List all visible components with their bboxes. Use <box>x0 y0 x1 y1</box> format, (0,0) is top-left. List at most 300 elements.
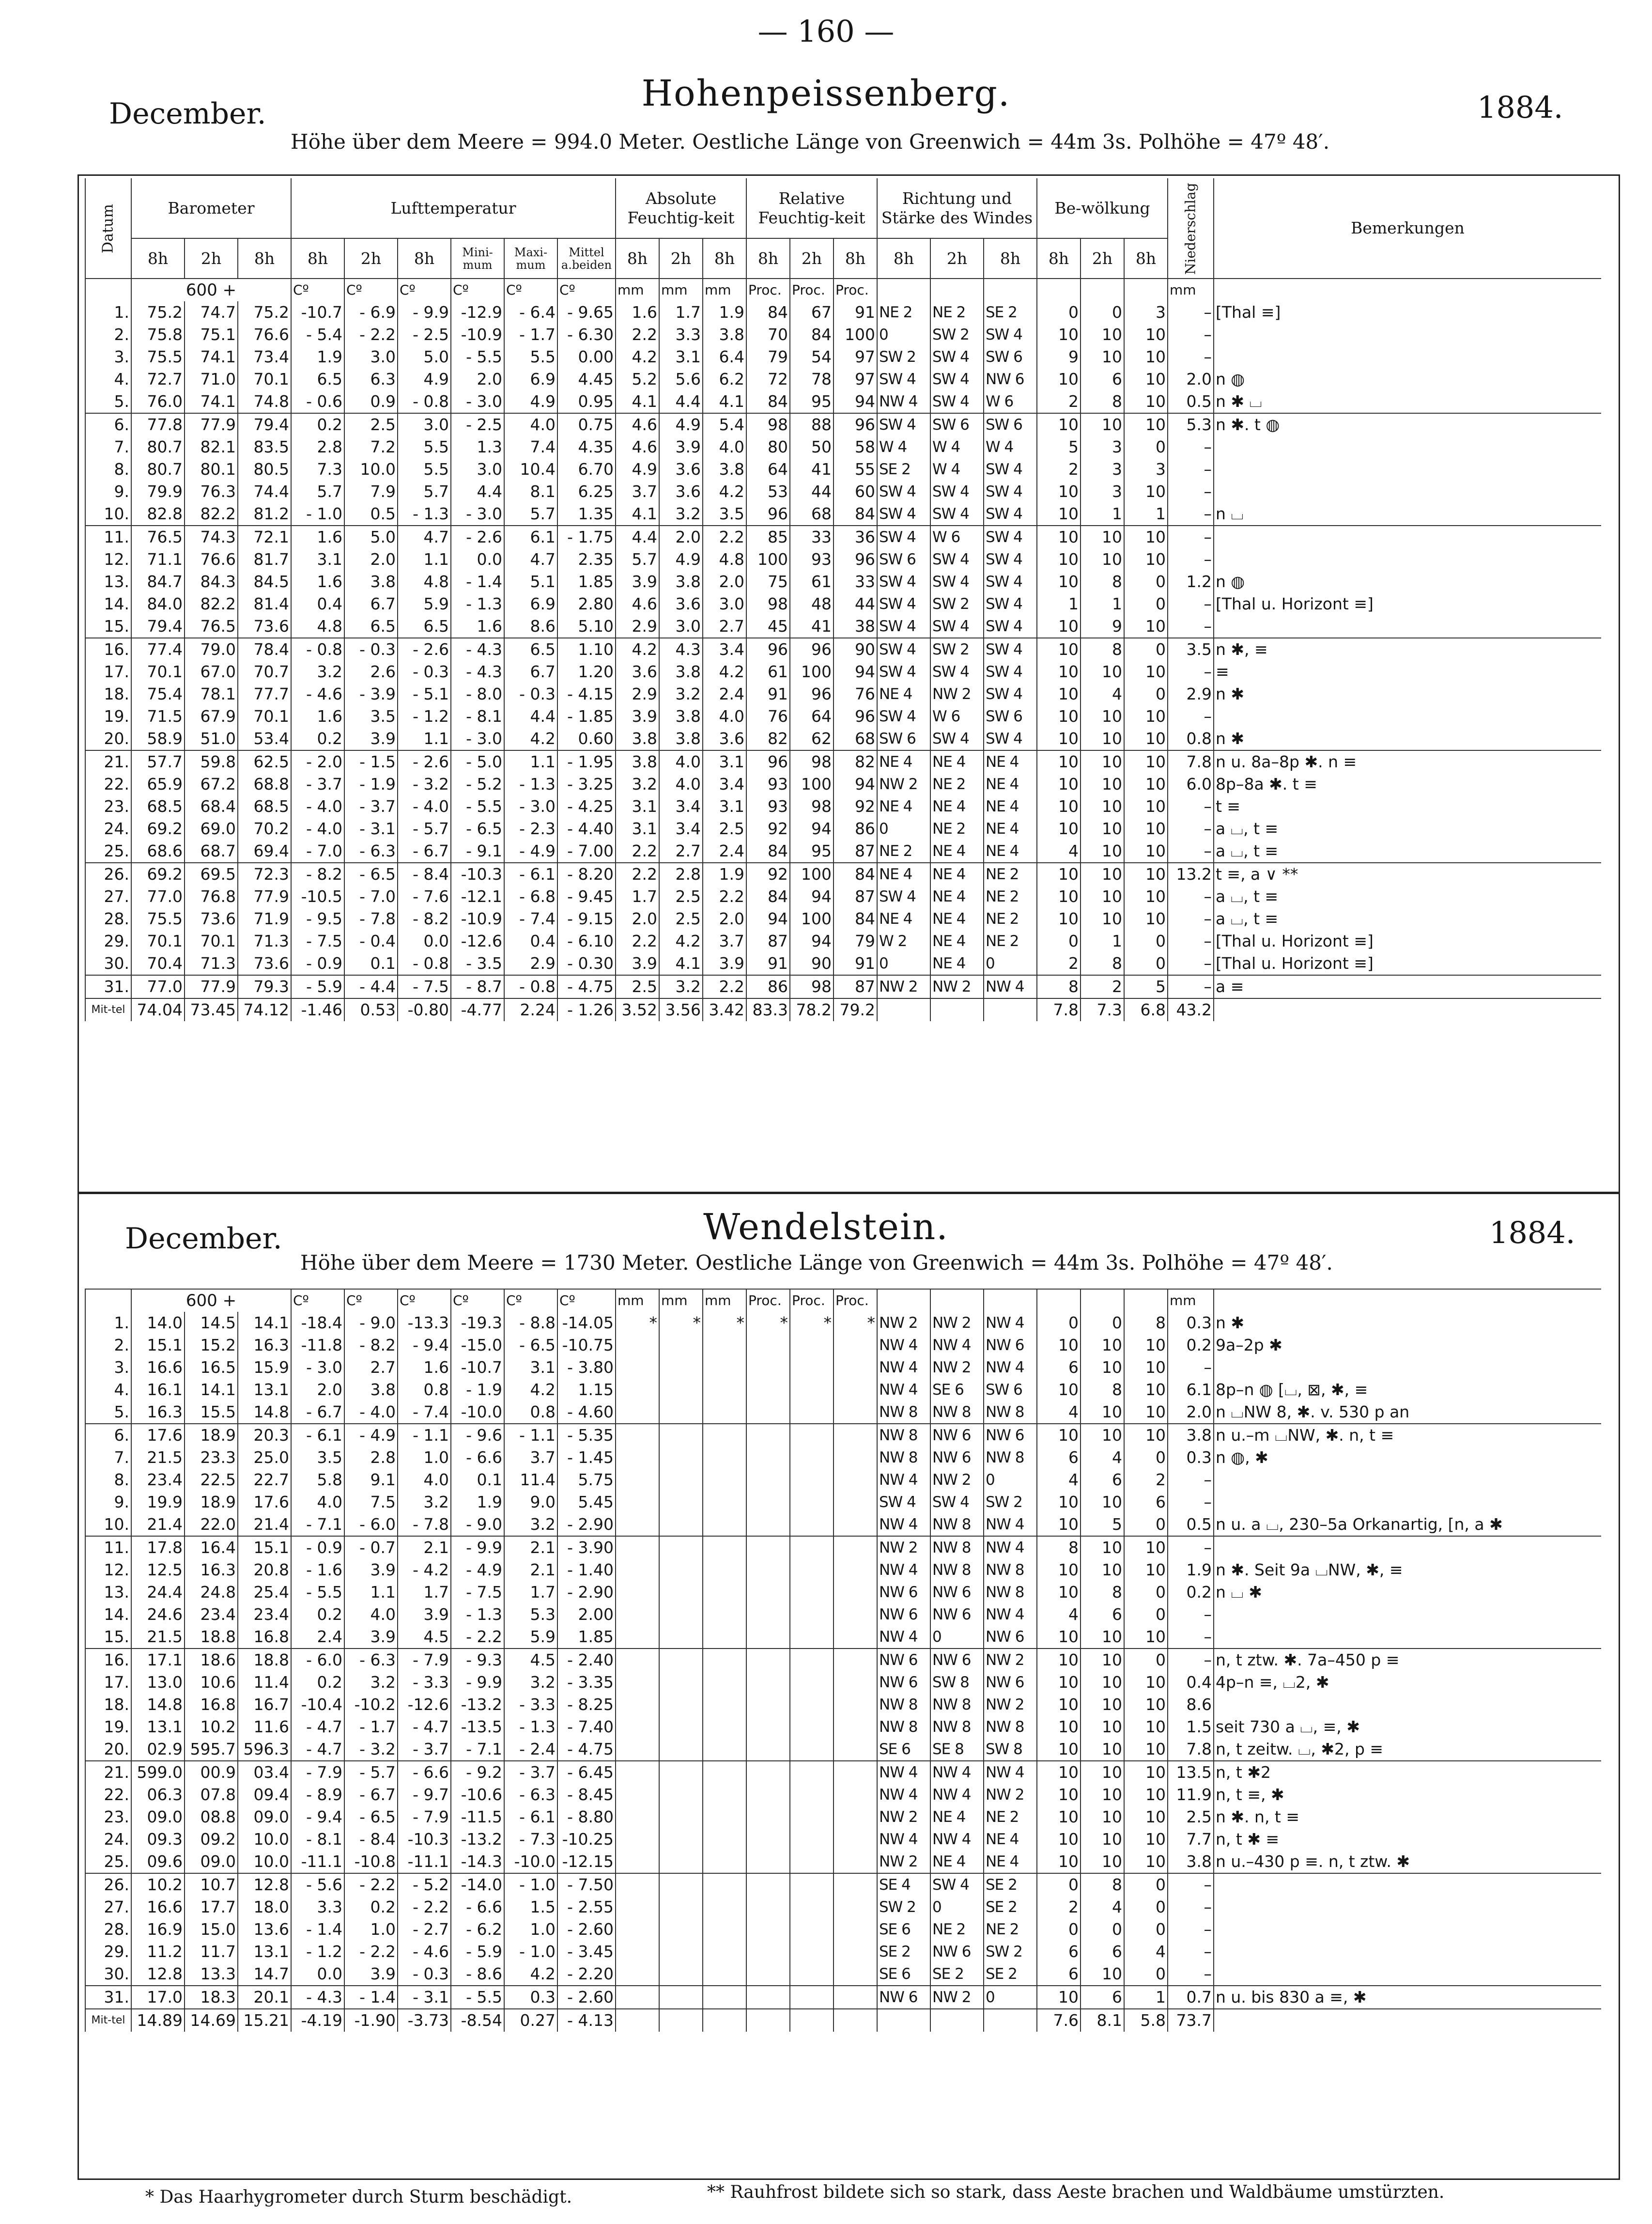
data-cell: 0 <box>1124 952 1168 975</box>
data-cell: 90 <box>834 638 877 661</box>
table-row <box>85 368 1601 390</box>
data-cell: 0.95 <box>557 390 616 413</box>
data-cell: 10 <box>1124 1536 1168 1559</box>
data-cell: -10.3 <box>451 863 504 886</box>
day-label: 27. <box>85 1896 131 1918</box>
data-cell: NE 2 <box>930 1918 984 1941</box>
data-cell: SE 2 <box>984 301 1037 324</box>
data-cell: - 1.7 <box>344 1716 398 1738</box>
data-cell: 4.35 <box>557 436 616 458</box>
data-cell: - 4.7 <box>291 1716 344 1738</box>
data-cell <box>616 1784 659 1806</box>
data-cell: SE 6 <box>877 1963 930 1986</box>
data-cell: 10 <box>1081 750 1124 773</box>
data-cell: SW 4 <box>984 481 1037 503</box>
day-label: 17. <box>85 661 131 683</box>
mean-row <box>85 2009 1601 2032</box>
data-cell: 69.5 <box>185 863 238 886</box>
data-cell: 48 <box>790 593 834 615</box>
data-cell: 24.6 <box>131 1603 185 1626</box>
day-label: 5. <box>85 390 131 413</box>
data-cell: 10 <box>1124 840 1168 863</box>
data-cell: -18.4 <box>291 1312 344 1334</box>
data-cell: 67.0 <box>185 661 238 683</box>
data-cell: 2.9 <box>1168 683 1214 705</box>
data-cell: NE 2 <box>984 908 1037 930</box>
units-blank <box>1081 279 1124 301</box>
data-cell: 10 <box>1081 1424 1124 1446</box>
mean-cell: 79.2 <box>834 998 877 1021</box>
data-cell <box>616 1806 659 1828</box>
data-cell: - 6.7 <box>344 1784 398 1806</box>
data-cell: 72.7 <box>131 368 185 390</box>
data-cell: 98 <box>790 975 834 998</box>
data-cell: 596.3 <box>238 1738 291 1761</box>
data-cell: - 7.8 <box>344 908 398 930</box>
data-cell: 97 <box>834 346 877 368</box>
data-cell: 84 <box>746 886 790 908</box>
mean-cell <box>790 2009 834 2032</box>
table-row <box>85 1784 1601 1806</box>
data-cell: 10 <box>1037 1424 1081 1446</box>
data-cell: - 0.9 <box>291 952 344 975</box>
data-cell: SW 4 <box>930 481 984 503</box>
data-cell: -11.8 <box>291 1334 344 1356</box>
data-cell: 2.5 <box>659 908 703 930</box>
data-cell: 1.1 <box>344 1581 398 1603</box>
data-cell: – <box>1168 481 1214 503</box>
data-cell: 4.5 <box>398 1626 451 1649</box>
data-cell: 84 <box>746 301 790 324</box>
data-cell: 5.5 <box>398 458 451 481</box>
day-label: 31. <box>85 1986 131 2009</box>
data-cell: 2 <box>1081 975 1124 998</box>
data-cell: 76.5 <box>185 615 238 638</box>
section-divider <box>77 1192 1620 1194</box>
data-cell: 10 <box>1124 548 1168 571</box>
data-cell <box>703 1918 746 1941</box>
data-cell: 0 <box>1081 1918 1124 1941</box>
data-cell: - 5.1 <box>398 683 451 705</box>
data-cell: 74.8 <box>238 390 291 413</box>
data-cell: 0 <box>1124 930 1168 952</box>
data-cell <box>834 1738 877 1761</box>
data-cell: - 2.2 <box>344 1873 398 1896</box>
data-cell: 18.8 <box>185 1626 238 1649</box>
data-cell: 0 <box>984 952 1037 975</box>
data-cell <box>834 1581 877 1603</box>
data-cell: 10 <box>1081 1536 1124 1559</box>
data-cell <box>659 1424 703 1446</box>
data-cell: - 3.0 <box>504 795 557 818</box>
data-cell: -10.4 <box>291 1694 344 1716</box>
data-cell: 1.7 <box>504 1581 557 1603</box>
data-cell: 4.0 <box>291 1491 344 1513</box>
data-cell: 10 <box>1037 368 1081 390</box>
unit-label: mm <box>659 1289 703 1312</box>
data-cell <box>834 1828 877 1851</box>
data-cell: 0.2 <box>1168 1581 1214 1603</box>
data-cell: 87 <box>834 975 877 998</box>
data-cell: NE 2 <box>984 863 1037 886</box>
data-cell: 10 <box>1081 1963 1124 1986</box>
data-cell: 73.6 <box>185 908 238 930</box>
data-cell: 1 <box>1124 503 1168 526</box>
unit-label: mm <box>616 1289 659 1312</box>
data-cell: 5 <box>1037 436 1081 458</box>
data-cell: SW 2 <box>877 1896 930 1918</box>
data-cell: 81.2 <box>238 503 291 526</box>
data-cell: - 7.9 <box>398 1806 451 1828</box>
day-label: 25. <box>85 840 131 863</box>
data-cell: 64 <box>746 458 790 481</box>
data-cell: - 3.1 <box>398 1986 451 2009</box>
data-cell: 5.1 <box>504 571 557 593</box>
day-label: 29. <box>85 1941 131 1963</box>
units-blank <box>1037 279 1081 301</box>
data-cell: 08.8 <box>185 1806 238 1828</box>
unit-label: Proc. <box>790 279 834 301</box>
data-cell: 83.5 <box>238 436 291 458</box>
data-cell: 10 <box>1037 1986 1081 2009</box>
data-cell: 94 <box>834 661 877 683</box>
data-cell: SW 2 <box>877 346 930 368</box>
data-cell: NW 6 <box>930 1424 984 1446</box>
data-cell: 10 <box>1124 728 1168 750</box>
data-cell: 61 <box>790 571 834 593</box>
data-cell: 96 <box>834 705 877 728</box>
table-row <box>85 1334 1601 1356</box>
data-cell: - 5.7 <box>344 1761 398 1784</box>
data-cell: NW 4 <box>877 1784 930 1806</box>
data-cell: 18.0 <box>238 1896 291 1918</box>
remark-cell: n u. a ⌴, 230–5a Orkanartig, [n, a ✱ <box>1214 1513 1601 1536</box>
data-cell <box>703 1379 746 1401</box>
data-cell <box>746 1536 790 1559</box>
table-row <box>85 1603 1601 1626</box>
data-cell: -13.5 <box>451 1716 504 1738</box>
data-cell: 13.1 <box>238 1379 291 1401</box>
data-cell: 10 <box>1081 1559 1124 1581</box>
data-cell: 09.0 <box>238 1806 291 1828</box>
remark-cell: n u. bis 830 a ≡, ✱ <box>1214 1986 1601 2009</box>
data-cell: 10 <box>1124 1334 1168 1356</box>
data-cell: - 5.5 <box>451 795 504 818</box>
data-cell: NW 4 <box>930 1334 984 1356</box>
table-row <box>85 863 1601 886</box>
data-cell: -10.0 <box>504 1851 557 1873</box>
data-cell: - 5.9 <box>451 1941 504 1963</box>
data-cell: – <box>1168 886 1214 908</box>
data-cell: 2.2 <box>703 526 746 548</box>
remark-cell <box>1214 1356 1601 1379</box>
data-cell: - 2.2 <box>344 324 398 346</box>
data-cell: 76 <box>834 683 877 705</box>
data-cell: - 6.6 <box>398 1761 451 1784</box>
data-cell <box>834 1356 877 1379</box>
mean-cell: 7.6 <box>1037 2009 1081 2032</box>
data-cell: - 4.7 <box>398 1716 451 1738</box>
data-cell: 2.0 <box>703 908 746 930</box>
data-cell: NW 8 <box>984 1559 1037 1581</box>
data-cell: 0 <box>1037 930 1081 952</box>
data-cell: 8 <box>1037 975 1081 998</box>
data-cell <box>659 1918 703 1941</box>
unit-label: Cº <box>451 279 504 301</box>
mean-cell: -1.90 <box>344 2009 398 2032</box>
data-cell: 3.0 <box>451 458 504 481</box>
data-cell: 74.1 <box>185 390 238 413</box>
data-cell: SW 2 <box>930 324 984 346</box>
mean-cell: 15.21 <box>238 2009 291 2032</box>
data-cell: 2.2 <box>616 930 659 952</box>
data-cell <box>790 1513 834 1536</box>
table-row <box>85 1963 1601 1986</box>
data-cell: 79.4 <box>131 615 185 638</box>
data-cell: SW 4 <box>930 390 984 413</box>
table-row <box>85 571 1601 593</box>
data-cell: 13.0 <box>131 1671 185 1694</box>
data-cell: 8 <box>1081 1581 1124 1603</box>
remark-cell <box>1214 1536 1601 1559</box>
data-cell: - 1.9 <box>451 1379 504 1401</box>
data-cell: 3.8 <box>344 1379 398 1401</box>
table-row <box>85 638 1601 661</box>
data-cell: - 7.0 <box>291 840 344 863</box>
data-cell: 88 <box>790 413 834 436</box>
data-cell: 5.2 <box>616 368 659 390</box>
units-row <box>85 1289 1601 1312</box>
data-cell <box>659 1896 703 1918</box>
data-cell <box>703 1941 746 1963</box>
data-cell: 6.5 <box>398 615 451 638</box>
data-cell: -10.6 <box>451 1784 504 1806</box>
data-cell: - 4.3 <box>451 661 504 683</box>
units-blank <box>85 1289 131 1312</box>
data-cell: 97 <box>834 368 877 390</box>
data-cell: NW 4 <box>930 1761 984 1784</box>
data-cell <box>659 1851 703 1873</box>
data-cell: - 7.8 <box>398 1513 451 1536</box>
data-cell: 38 <box>834 615 877 638</box>
data-cell: - 1.3 <box>398 503 451 526</box>
data-cell: SW 6 <box>984 705 1037 728</box>
data-cell: 0.2 <box>291 728 344 750</box>
data-cell: 10 <box>1124 1784 1168 1806</box>
data-cell: 3.2 <box>659 683 703 705</box>
remark-cell: a ⌴, t ≡ <box>1214 840 1601 863</box>
data-cell: 70.1 <box>131 661 185 683</box>
data-cell: SW 4 <box>930 571 984 593</box>
data-cell: NW 8 <box>930 1716 984 1738</box>
data-cell: 14.7 <box>238 1963 291 1986</box>
data-cell: 5.5 <box>398 436 451 458</box>
data-cell: - 3.0 <box>451 503 504 526</box>
mean-cell: 0.53 <box>344 998 398 1021</box>
data-cell: 3.9 <box>703 952 746 975</box>
data-cell: 96 <box>834 413 877 436</box>
data-cell: 3.0 <box>703 593 746 615</box>
unit-label: Cº <box>291 1289 344 1312</box>
data-cell <box>659 1536 703 1559</box>
remark-cell <box>1214 324 1601 346</box>
data-cell <box>790 1581 834 1603</box>
data-cell: – <box>1168 661 1214 683</box>
mean-cell: 7.3 <box>1081 998 1124 1021</box>
data-cell: NW 6 <box>930 1649 984 1671</box>
data-cell: 0 <box>1124 1918 1168 1941</box>
data-cell: 0.9 <box>344 390 398 413</box>
remark-cell: 4p–n ≡, ⌴2, ✱ <box>1214 1671 1601 1694</box>
data-cell: SW 4 <box>984 324 1037 346</box>
data-cell <box>659 1986 703 2009</box>
data-cell: 0.60 <box>557 728 616 750</box>
data-cell: – <box>1168 1491 1214 1513</box>
col-subheader: Mini-mum <box>451 238 504 279</box>
data-cell: - 0.8 <box>504 975 557 998</box>
data-cell <box>790 1603 834 1626</box>
data-cell <box>659 1694 703 1716</box>
data-cell: NW 4 <box>877 1513 930 1536</box>
data-cell: 60 <box>834 481 877 503</box>
data-cell: 58 <box>834 436 877 458</box>
data-cell: 5.7 <box>616 548 659 571</box>
data-cell: - 9.0 <box>344 1312 398 1334</box>
table-row <box>85 750 1601 773</box>
data-cell: 1 <box>1081 593 1124 615</box>
data-cell: SW 6 <box>930 413 984 436</box>
day-label: 28. <box>85 1918 131 1941</box>
data-cell: - 6.1 <box>291 1424 344 1446</box>
data-cell <box>834 1986 877 2009</box>
data-cell <box>790 1716 834 1738</box>
data-cell: 13.1 <box>131 1716 185 1738</box>
data-cell <box>659 1379 703 1401</box>
table-row <box>85 975 1601 998</box>
data-cell: 10 <box>1081 1851 1124 1873</box>
remark-cell <box>1214 458 1601 481</box>
day-label: 4. <box>85 368 131 390</box>
table-row <box>85 1536 1601 1559</box>
data-cell <box>616 1851 659 1873</box>
data-cell: -13.3 <box>398 1312 451 1334</box>
data-cell: - 3.9 <box>344 683 398 705</box>
data-cell: 2.5 <box>703 818 746 840</box>
data-cell: 10 <box>1081 1401 1124 1424</box>
data-cell: 76.8 <box>185 886 238 908</box>
table-row <box>85 886 1601 908</box>
data-cell: 1 <box>1081 930 1124 952</box>
data-cell: NW 2 <box>877 1536 930 1559</box>
data-cell: – <box>1168 1896 1214 1918</box>
data-cell <box>834 1649 877 1671</box>
data-cell: 81.4 <box>238 593 291 615</box>
data-cell: - 6.30 <box>557 324 616 346</box>
table-wendelstein <box>85 1289 1601 2032</box>
data-cell: 12.8 <box>131 1963 185 1986</box>
data-cell: – <box>1168 840 1214 863</box>
data-cell: 1.10 <box>557 638 616 661</box>
data-cell <box>790 1424 834 1446</box>
data-cell <box>834 1446 877 1469</box>
remark-cell: t ≡, a ∨ ** <box>1214 863 1601 886</box>
data-cell: NW 2 <box>930 1312 984 1334</box>
data-cell: 5.9 <box>504 1626 557 1649</box>
data-cell: NW 8 <box>930 1559 984 1581</box>
data-cell: 3.0 <box>344 346 398 368</box>
data-cell: SW 4 <box>984 593 1037 615</box>
data-cell: - 0.3 <box>398 661 451 683</box>
col-subheader: 8h <box>131 238 185 279</box>
day-label: 12. <box>85 1559 131 1581</box>
units-blank <box>1124 279 1168 301</box>
data-cell: - 2.2 <box>398 1896 451 1918</box>
data-cell: 3.9 <box>616 705 659 728</box>
remark-cell <box>1214 481 1601 503</box>
data-cell: 71.3 <box>185 952 238 975</box>
data-cell <box>616 1356 659 1379</box>
remark-cell: n ◍, ✱ <box>1214 1446 1601 1469</box>
data-cell: W 6 <box>930 526 984 548</box>
data-cell: NE 4 <box>877 795 930 818</box>
data-cell: - 5.7 <box>398 818 451 840</box>
data-cell: -11.5 <box>451 1806 504 1828</box>
data-cell: NW 6 <box>877 1581 930 1603</box>
data-cell: 1.85 <box>557 1626 616 1649</box>
data-cell: - 1.45 <box>557 1446 616 1469</box>
data-cell: 0.0 <box>291 1963 344 1986</box>
data-cell: 69.4 <box>238 840 291 863</box>
data-cell: 10 <box>1037 1581 1081 1603</box>
data-cell: 86 <box>834 818 877 840</box>
data-cell: 2.7 <box>659 840 703 863</box>
data-cell <box>703 1963 746 1986</box>
data-cell: 93 <box>746 773 790 795</box>
data-cell: 3.3 <box>659 324 703 346</box>
table-row <box>85 1581 1601 1603</box>
data-cell: 10.7 <box>185 1873 238 1896</box>
data-cell: 67.9 <box>185 705 238 728</box>
data-cell: 16.3 <box>238 1334 291 1356</box>
data-cell: 100 <box>790 908 834 930</box>
data-cell: 82.2 <box>185 503 238 526</box>
data-cell: - 6.0 <box>291 1649 344 1671</box>
data-cell: 75.5 <box>131 908 185 930</box>
data-cell: 20.3 <box>238 1424 291 1446</box>
data-cell: 0 <box>1124 1446 1168 1469</box>
table-row <box>85 1986 1601 2009</box>
data-cell: NE 4 <box>930 930 984 952</box>
units-blank <box>1214 1289 1601 1312</box>
remark-cell: n, t ✱2 <box>1214 1761 1601 1784</box>
table-row <box>85 1469 1601 1491</box>
data-cell: 0.8 <box>504 1401 557 1424</box>
data-cell: 1 <box>1037 593 1081 615</box>
data-cell <box>746 1513 790 1536</box>
data-cell: - 7.1 <box>291 1513 344 1536</box>
data-cell: 23.4 <box>131 1469 185 1491</box>
data-cell: 98 <box>746 593 790 615</box>
data-cell: 2.5 <box>616 975 659 998</box>
data-cell: 10.2 <box>131 1873 185 1896</box>
data-cell: – <box>1168 1918 1214 1941</box>
data-cell: 1.0 <box>398 1446 451 1469</box>
mean-row <box>85 998 1601 1021</box>
data-cell: 68.4 <box>185 795 238 818</box>
remark-cell <box>1214 1603 1601 1626</box>
data-cell: - 3.0 <box>451 390 504 413</box>
data-cell: -10.5 <box>291 886 344 908</box>
